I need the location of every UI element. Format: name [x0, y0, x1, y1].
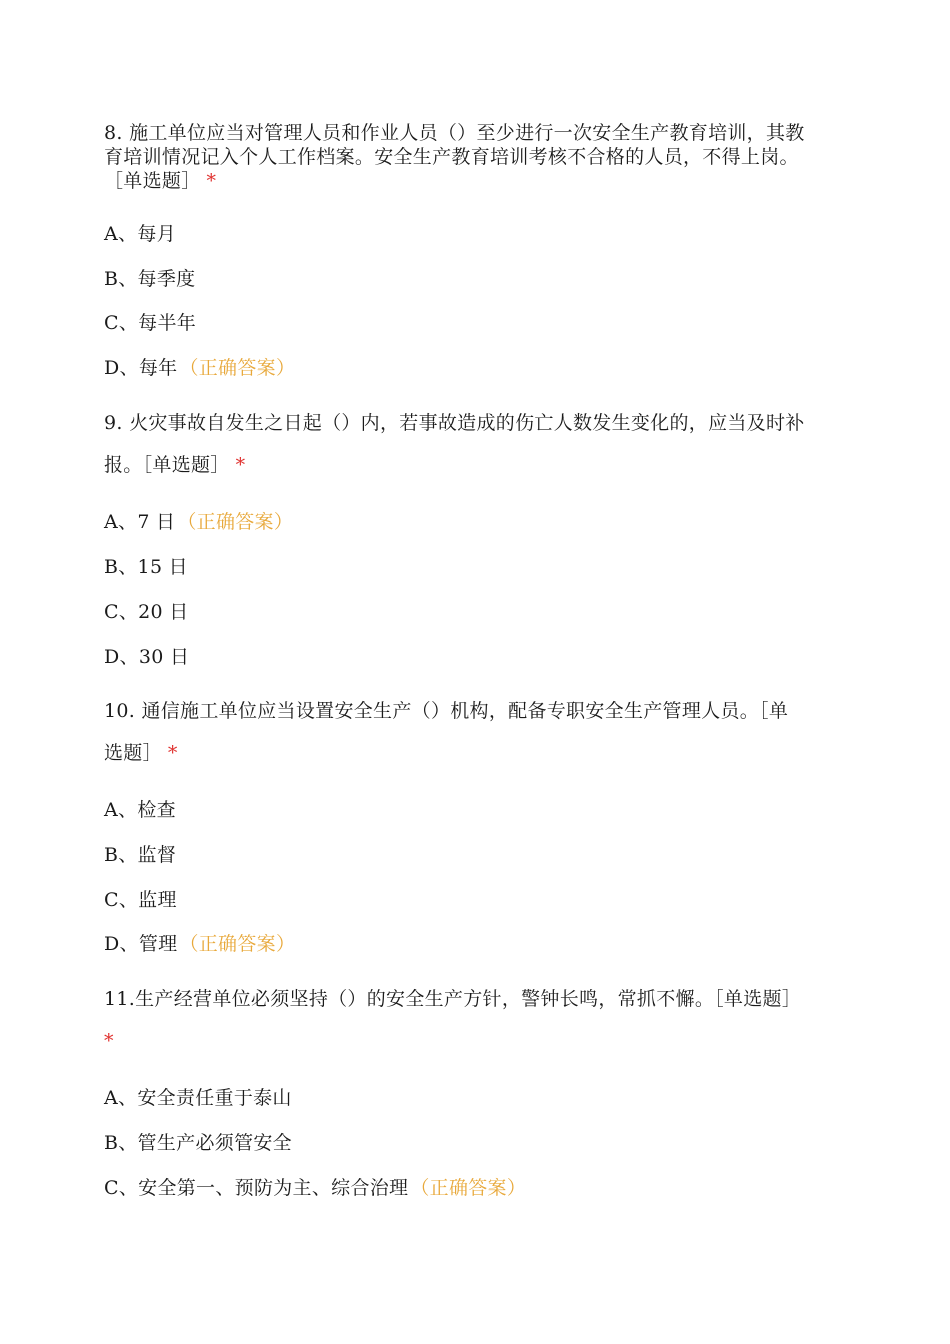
option-d[interactable]: D、30 日: [104, 646, 190, 668]
option-b[interactable]: B、管生产必须管安全: [104, 1132, 292, 1154]
question-11: [104, 987, 844, 1053]
required-star: *: [104, 1030, 114, 1052]
option-c[interactable]: C、每半年: [104, 312, 197, 334]
question-8: [104, 121, 844, 193]
correct-answer-label: （正确答案）: [177, 511, 294, 533]
question-text-line: [104, 1029, 844, 1053]
question-9: [104, 411, 844, 477]
question-text-line: 10. 通信施工单位应当设置安全生产（）机构，配备专职安全生产管理人员。［单: [104, 700, 789, 722]
option-c[interactable]: C、安全第一、预防为主、综合治理 （正确答案）: [104, 1177, 527, 1199]
option-a[interactable]: A、每月: [104, 223, 176, 245]
question-text-line: 选题］ *: [104, 742, 178, 764]
option-a[interactable]: A、安全责任重于泰山: [104, 1087, 292, 1109]
option-d[interactable]: D、每年 （正确答案）: [104, 357, 296, 379]
required-star: *: [206, 170, 217, 192]
option-c[interactable]: C、监理: [104, 889, 177, 911]
correct-answer-label: （正确答案）: [179, 357, 296, 379]
question-text-line: 9. 火灾事故自发生之日起（）内，若事故造成的伤亡人数发生变化的，应当及时补: [104, 412, 805, 434]
question-text-line: 11.生产经营单位必须坚持（）的安全生产方针，警钟长鸣，常抓不懈。［单选题］: [104, 988, 802, 1010]
option-c[interactable]: C、20 日: [104, 601, 189, 623]
correct-answer-label: （正确答案）: [179, 933, 296, 955]
question-text-line: 报。［单选题］ *: [104, 454, 246, 476]
option-b[interactable]: B、每季度: [104, 268, 196, 290]
question-text-line: ［单选题］ *: [104, 170, 217, 192]
option-a[interactable]: A、检查: [104, 799, 176, 821]
option-b[interactable]: B、15 日: [104, 556, 188, 578]
question-text-line: 育培训情况记入个人工作档案。安全生产教育培训考核不合格的人员，不得上岗。: [104, 146, 799, 168]
option-a[interactable]: A、7 日 （正确答案）: [104, 511, 294, 533]
required-star: *: [235, 454, 246, 476]
required-star: *: [167, 742, 178, 764]
option-d[interactable]: D、管理 （正确答案）: [104, 933, 296, 955]
question-10: [104, 699, 844, 765]
question-text-line: 8. 施工单位应当对管理人员和作业人员（）至少进行一次安全生产教育培训，其教: [104, 122, 805, 144]
option-b[interactable]: B、监督: [104, 844, 177, 866]
correct-answer-label: （正确答案）: [410, 1177, 527, 1199]
